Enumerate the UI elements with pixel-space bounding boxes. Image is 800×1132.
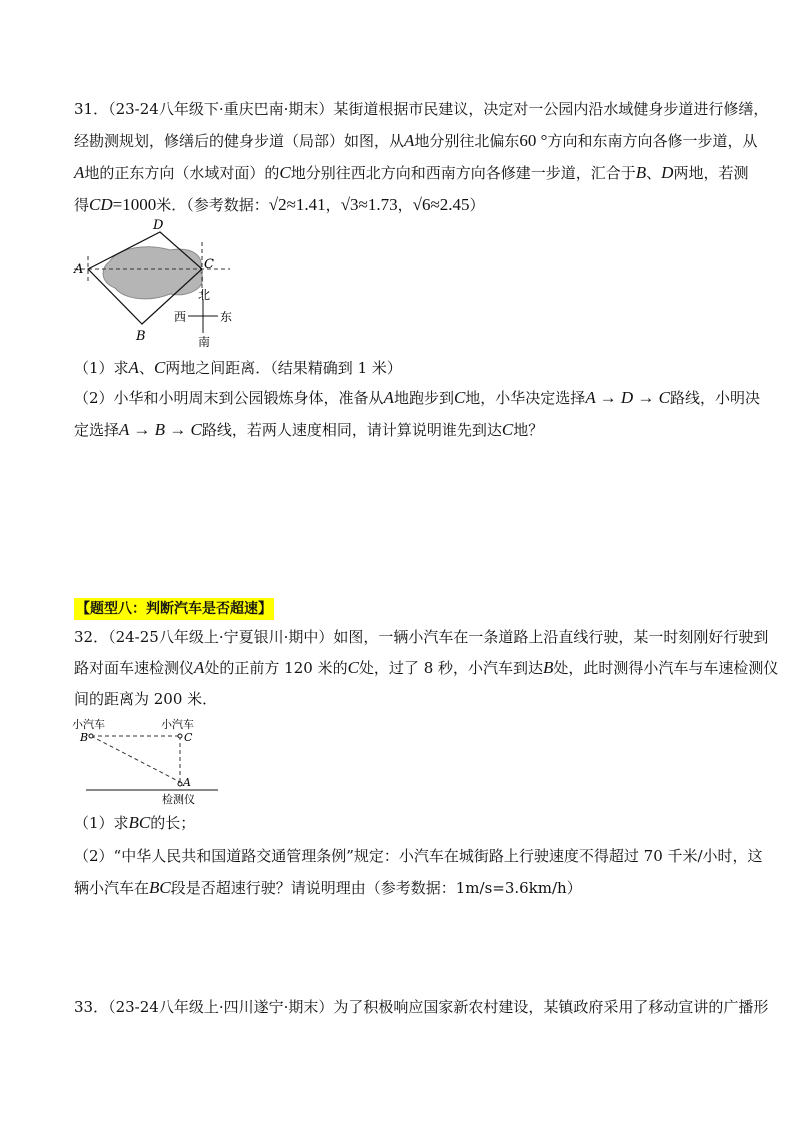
q32-part-2-line-2: 辆小汽车在BC段是否超速行驶？请说明理由（参考数据：1m/s=3.6km/h）	[74, 878, 582, 897]
section-header-type-8: 【题型八：判断汽车是否超速】	[74, 598, 274, 620]
q31-part-2-line-2: 定选择A → B → C路线，若两人速度相同，请计算说明谁先到达C地？	[74, 420, 544, 439]
q31-figure	[70, 216, 250, 351]
compass-north: 北	[198, 288, 211, 302]
label-A: A	[183, 776, 191, 789]
compass-east: 东	[220, 310, 233, 324]
label-detector: 检测仪	[162, 793, 195, 806]
q33-line-1: 33．（23-24八年级上·四川遂宁·期末）为了积极响应国家新农村建设，某镇政府采用了移动宣讲的广播形	[74, 998, 769, 1016]
label-D: D	[153, 218, 164, 233]
label-C: C	[184, 731, 193, 744]
q32-part-1: （1）求BC的长；	[74, 813, 196, 832]
label-A: A	[74, 262, 84, 277]
q32-line-3: 间的距离为 200 米．	[74, 690, 218, 708]
label-B: B	[136, 329, 146, 344]
compass-south: 南	[198, 335, 211, 349]
label-car-1: 小汽车	[72, 718, 105, 731]
water-area	[103, 247, 203, 299]
q32-figure	[70, 714, 230, 806]
q31-line-2: 经勘测规划，修缮后的健身步道（局部）如图，从A地分别往北偏东60 °方向和东南方向各修一步道，从	[74, 131, 758, 150]
label-car-2: 小汽车	[161, 718, 194, 731]
point-C	[178, 734, 182, 738]
label-C: C	[204, 257, 214, 272]
q32-line-1: 32．（24-25八年级上·宁夏银川·期中）如图，一辆小汽车在一条道路上沿直线行驶，某一时刻刚好行驶到	[74, 628, 769, 646]
q31-line-1: 31．（23-24八年级下·重庆巴南·期末）某街道根据市民建议，决定对一公园内沿水域健身步道进行修缮，	[74, 100, 769, 118]
point-A	[178, 782, 182, 786]
label-B: B	[80, 731, 89, 744]
q32-part-2-line-1: （2）“中华人民共和国道路交通管理条例”规定：小汽车在城街路上行驶速度不得超过 70 千米/小时，这	[74, 847, 763, 865]
q31-part-2-line-1: （2）小华和小明周末到公园锻炼身体，准备从A地跑步到C地，小华决定选择A → D → C路线，小明决	[74, 388, 761, 407]
compass-west: 西	[174, 310, 187, 324]
q31-line-4: 得CD=1000米．（参考数据：√2≈1.41，√3≈1.73，√6≈2.45）	[74, 195, 485, 214]
q31-part-1: （1）求A、C两地之间距离．（结果精确到 1 米）	[74, 358, 402, 377]
point-B	[89, 734, 93, 738]
segment-BA	[91, 736, 180, 782]
q32-line-2: 路对面车速检测仪A处的正前方 120 米的C处，过了 8 秒，小汽车到达B处，此时测得小汽车与车速检测仪	[74, 658, 779, 677]
q31-line-3: A地的正东方向（水域对面）的C地分别往西北方向和西南方向各修建一步道，汇合于B、D两地，若测	[74, 163, 749, 182]
